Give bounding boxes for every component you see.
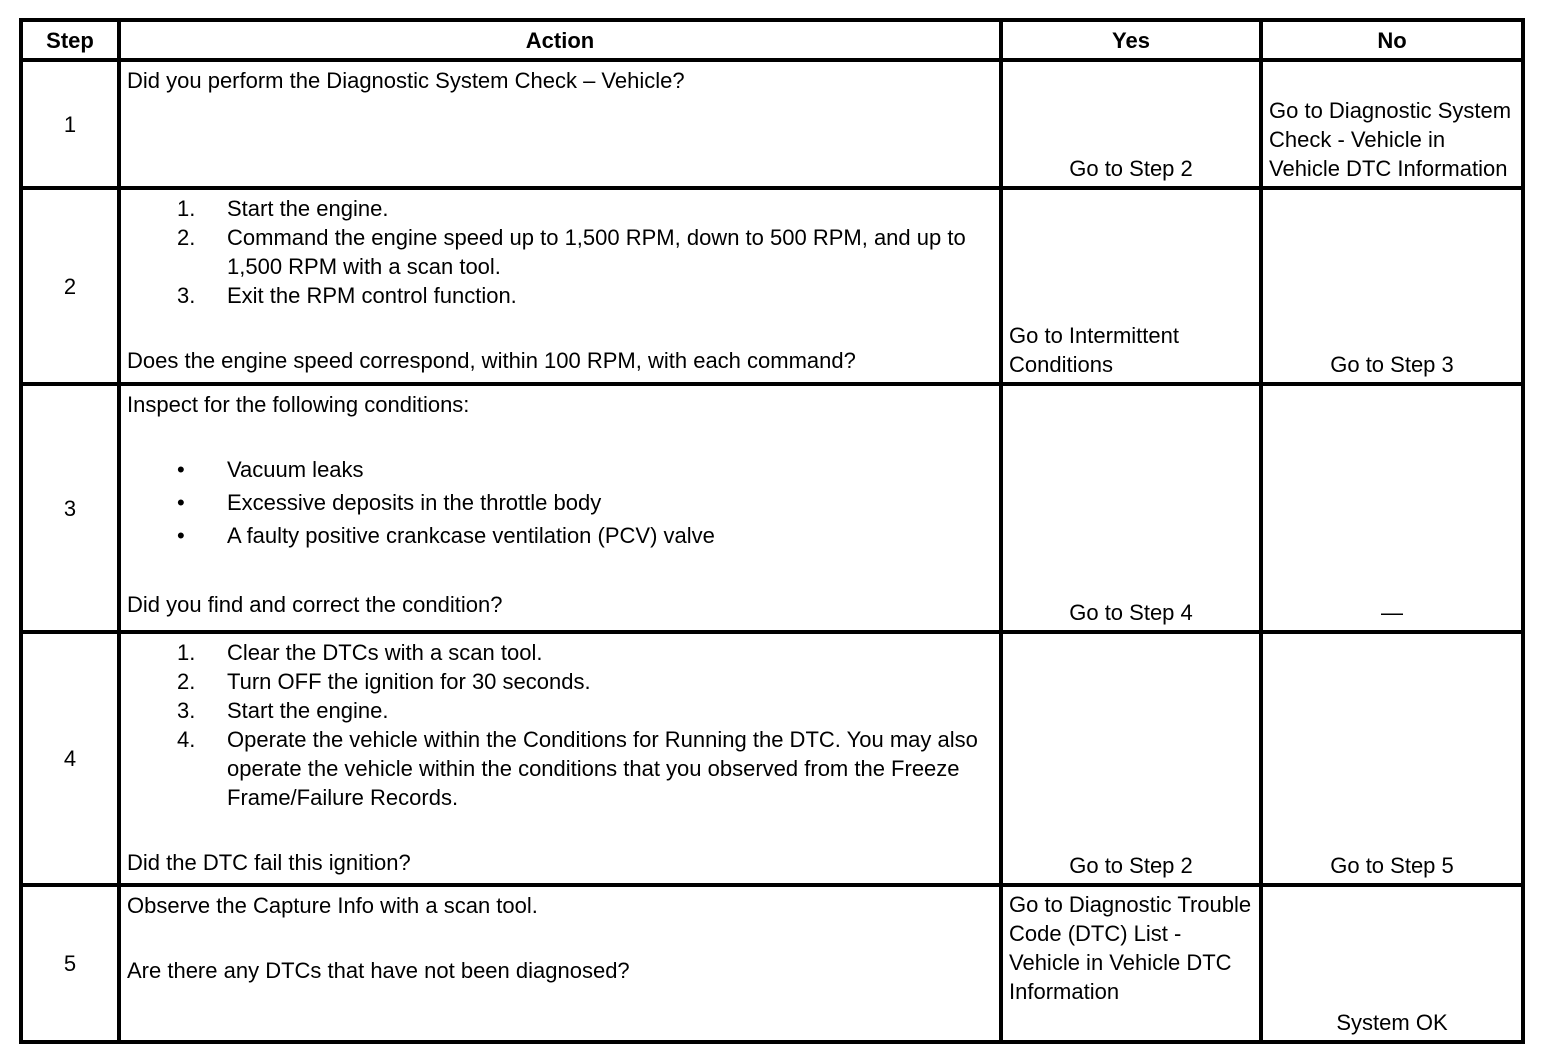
- action-question: Did you perform the Diagnostic System Check – Vehicle?: [127, 68, 685, 93]
- header-no: No: [1261, 20, 1523, 60]
- list-item: [127, 667, 993, 696]
- list-number: 3.: [177, 698, 196, 723]
- list-number: 1.: [177, 640, 196, 665]
- list-number: 2.: [177, 669, 196, 694]
- table-row-step-5: [21, 885, 1523, 1042]
- action-cell: [119, 60, 1001, 188]
- list-text: Turn OFF the ignition for 30 seconds.: [227, 669, 591, 694]
- yes-cell: Go to Intermittent Conditions: [1001, 188, 1261, 384]
- list-text: Clear the DTCs with a scan tool.: [227, 640, 543, 665]
- table-row-step-3: [21, 384, 1523, 632]
- action-intro: Inspect for the following conditions:: [127, 392, 470, 417]
- list-number: 4.: [177, 727, 196, 752]
- list-item: [127, 281, 993, 310]
- yes-cell: Go to Step 2: [1001, 632, 1261, 885]
- step-number: 5: [21, 885, 119, 1042]
- header-action: Action: [119, 20, 1001, 60]
- list-text: Exit the RPM control function.: [227, 283, 517, 308]
- action-cell: [119, 632, 1001, 885]
- action-question: Did the DTC fail this ignition?: [127, 850, 411, 875]
- list-number: 3.: [177, 283, 196, 308]
- yes-cell: Go to Step 2: [1001, 60, 1261, 188]
- action-intro: Observe the Capture Info with a scan tool.: [127, 893, 538, 918]
- diagnostic-table: [19, 18, 1525, 1044]
- no-cell: —: [1261, 384, 1523, 632]
- table-row-step-4: [21, 632, 1523, 885]
- no-cell: Go to Diagnostic System Check - Vehicle in Vehicle DTC Information: [1261, 60, 1523, 188]
- step-number: 2: [21, 188, 119, 384]
- header-yes: Yes: [1001, 20, 1261, 60]
- list-item: [127, 521, 993, 550]
- list-text: Operate the vehicle within the Conditions for Running the DTC. You may also operate the vehicle within the conditions that you observed from the Freeze Frame/Failure Records.: [227, 727, 978, 810]
- no-cell: System OK: [1261, 885, 1523, 1042]
- table-row-step-2: [21, 188, 1523, 384]
- list-item: [127, 696, 993, 725]
- list-text: Start the engine.: [227, 196, 389, 221]
- table-row-step-1: [21, 60, 1523, 188]
- action-cell: [119, 188, 1001, 384]
- list-text: Start the engine.: [227, 698, 389, 723]
- step-number: 4: [21, 632, 119, 885]
- no-cell: Go to Step 5: [1261, 632, 1523, 885]
- bullet-icon: •: [177, 490, 185, 515]
- step-number: 1: [21, 60, 119, 188]
- action-cell: [119, 885, 1001, 1042]
- list-text: Vacuum leaks: [227, 457, 364, 482]
- action-question: Does the engine speed correspond, within 100 RPM, with each command?: [127, 348, 856, 373]
- step-number: 3: [21, 384, 119, 632]
- action-question: Did you find and correct the condition?: [127, 592, 503, 617]
- list-item: [127, 488, 993, 517]
- list-number: 1.: [177, 196, 196, 221]
- list-number: 2.: [177, 225, 196, 250]
- action-cell: [119, 384, 1001, 632]
- bullet-icon: •: [177, 523, 185, 548]
- list-item: [127, 638, 993, 667]
- no-cell: Go to Step 3: [1261, 188, 1523, 384]
- list-item: [127, 194, 993, 223]
- action-question: Are there any DTCs that have not been diagnosed?: [127, 958, 630, 983]
- bullet-icon: •: [177, 457, 185, 482]
- header-row: [21, 20, 1523, 60]
- list-text: Excessive deposits in the throttle body: [227, 490, 602, 515]
- list-text: Command the engine speed up to 1,500 RPM, down to 500 RPM, and up to 1,500 RPM with a scan tool.: [227, 225, 966, 279]
- list-item: [127, 455, 993, 484]
- header-step: Step: [21, 20, 119, 60]
- yes-cell: Go to Diagnostic Trouble Code (DTC) List - Vehicle in Vehicle DTC Information: [1001, 885, 1261, 1042]
- yes-cell: Go to Step 4: [1001, 384, 1261, 632]
- list-text: A faulty positive crankcase ventilation (PCV) valve: [227, 523, 715, 548]
- list-item: [127, 725, 993, 812]
- list-item: [127, 223, 993, 281]
